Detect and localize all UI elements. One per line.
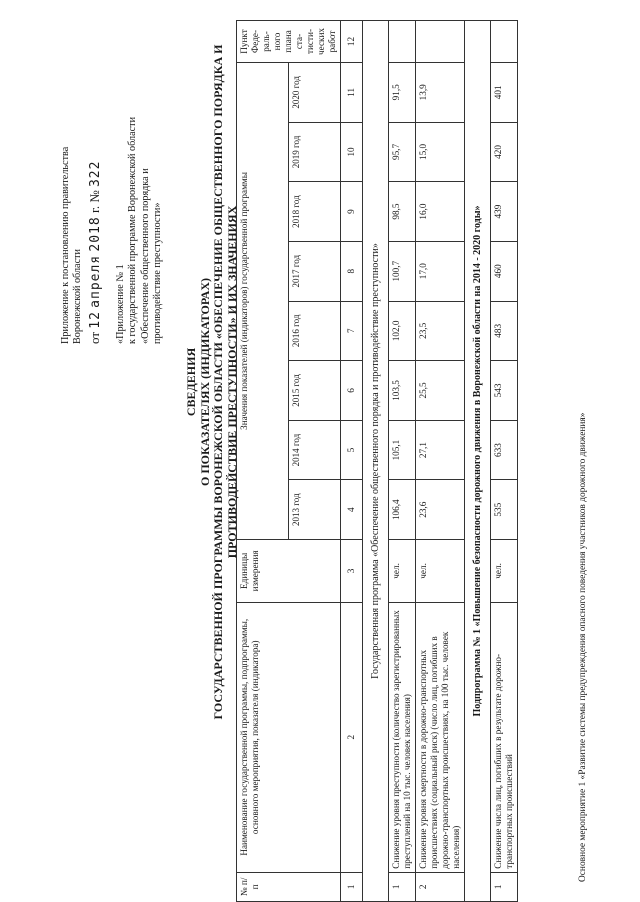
date-day: 12	[87, 311, 103, 329]
row-value: 23,5	[416, 301, 465, 361]
header-plan: Пункт Феде-раль-ного плана ста-тисти-ческих работ	[237, 21, 341, 63]
section-program-title: Государственная программа «Обеспечение общественного порядка и противодействие преступности»	[363, 21, 389, 902]
appendix-line-6: «Обеспечение общественного порядка и	[139, 168, 151, 344]
appendix-line-7: противодействие преступности»	[152, 202, 164, 344]
heading-line-2: О ПОКАЗАТЕЛЯХ (ИНДИКАТОРАХ)	[197, 278, 212, 487]
date-prefix: от	[86, 331, 102, 344]
year-header: 2019 год	[289, 122, 341, 182]
column-index: 11	[341, 62, 363, 122]
section-subprogram-row	[465, 21, 491, 902]
header-unit: Единицы измерения	[237, 540, 341, 603]
year-header: 2017 год	[289, 241, 341, 301]
row-value: 13,9	[416, 62, 465, 122]
row-value: 25,5	[416, 361, 465, 421]
row-num: 1	[491, 872, 518, 901]
row-value: 420	[491, 122, 518, 182]
indicators-table	[236, 20, 518, 902]
section-subprogram-title: Подпрограмма № 1 «Повышение безопасности дорожного движения в Воронежской области на 2014 - 2020 годы»	[465, 21, 491, 902]
main-activity-title: Основное мероприятие 1 «Развитие системы предупреждения опасного поведения участников дорожного движения»	[578, 412, 588, 882]
column-index-row	[341, 21, 363, 902]
section-program-row	[363, 21, 389, 902]
column-index: 12	[341, 21, 363, 63]
year-header: 2013 год	[289, 480, 341, 540]
row-plan	[416, 21, 465, 63]
row-name: Снижение уровня преступности (количество зарегистрированных преступлений на 10 тыс. человек населения)	[389, 602, 416, 872]
row-value: 98,5	[389, 182, 416, 242]
column-index: 7	[341, 301, 363, 361]
date-suffix: г. №	[86, 190, 102, 214]
column-index: 6	[341, 361, 363, 421]
row-value: 106,4	[389, 480, 416, 540]
date-month: апреля	[87, 254, 103, 308]
year-header: 2016 год	[289, 301, 341, 361]
row-name: Снижение числа лиц, погибших в результате дорожно-транспортных происшествий	[491, 602, 518, 872]
row-value: 91,5	[389, 62, 416, 122]
column-index: 9	[341, 182, 363, 242]
header-row-1	[237, 21, 289, 902]
table-row	[389, 21, 416, 902]
row-value: 102,0	[389, 301, 416, 361]
table-row	[416, 21, 465, 902]
row-num: 2	[416, 872, 465, 901]
row-value: 401	[491, 62, 518, 122]
row-value: 17,0	[416, 241, 465, 301]
row-name: Снижение уровня смертности в дорожно-транспортных происшествиях (социальный риск) (число лиц, погибших в дорожно-транспортных происшествиях, на 100 тыс. человек населения)	[416, 602, 465, 872]
row-plan	[389, 21, 416, 63]
year-header: 2014 год	[289, 420, 341, 480]
header-values: Значения показателей (индикаторов) государственной программы	[237, 62, 289, 539]
column-index: 2	[341, 602, 363, 872]
column-index: 1	[341, 872, 363, 901]
year-header: 2020 год	[289, 62, 341, 122]
heading-line-4: ПРОТИВОДЕЙСТВИЕ ПРЕСТУПНОСТИ» И ИХ ЗНАЧЕНИЯХ	[224, 205, 239, 559]
row-value: 27,1	[416, 420, 465, 480]
row-num: 1	[389, 872, 416, 901]
heading-line-3: ГОСУДАРСТВЕННОЙ ПРОГРАММЫ ВОРОНЕЖСКОЙ ОБЛАСТИ «ОБЕСПЕЧЕНИЕ ОБЩЕСТВЕННОГО ПОРЯДКА И	[211, 44, 225, 720]
column-index: 5	[341, 420, 363, 480]
year-header: 2018 год	[289, 182, 341, 242]
row-value: 23,6	[416, 480, 465, 540]
appendix-line-1: Приложение к постановлению правительства	[60, 146, 71, 344]
appendix-line-2: Воронежской области	[72, 248, 84, 344]
date-number: 322	[87, 160, 103, 188]
row-value: 103,5	[389, 361, 416, 421]
row-unit: чел.	[491, 540, 518, 603]
column-index: 10	[341, 122, 363, 182]
row-value: 633	[491, 420, 518, 480]
row-unit: чел.	[416, 540, 465, 603]
appendix-block	[60, 24, 164, 344]
appendix-line-4: «Приложение № 1	[114, 264, 126, 344]
document-heading	[185, 0, 239, 772]
column-index: 3	[341, 540, 363, 603]
table-row	[491, 21, 518, 902]
row-value: 105,1	[389, 420, 416, 480]
header-num: № п/п	[237, 872, 341, 901]
row-value: 95,7	[389, 122, 416, 182]
header-name: Наименование государственной программы, подпрограммы, основного мероприятия, показателя (индикатора)	[237, 602, 341, 872]
row-value: 535	[491, 480, 518, 540]
appendix-line-5: к государственной программе Воронежской области	[127, 116, 139, 344]
row-value: 543	[491, 361, 518, 421]
row-value: 439	[491, 182, 518, 242]
row-value: 15,0	[416, 122, 465, 182]
appendix-date-line	[87, 24, 103, 344]
column-index: 8	[341, 241, 363, 301]
row-value: 100,7	[389, 241, 416, 301]
row-value: 483	[491, 301, 518, 361]
row-unit: чел.	[389, 540, 416, 603]
row-value: 16,0	[416, 182, 465, 242]
column-index: 4	[341, 480, 363, 540]
heading-line-1: СВЕДЕНИЯ	[184, 347, 198, 417]
row-plan	[491, 21, 518, 63]
row-value: 460	[491, 241, 518, 301]
year-header: 2015 год	[289, 361, 341, 421]
date-year: 2018	[87, 216, 103, 252]
